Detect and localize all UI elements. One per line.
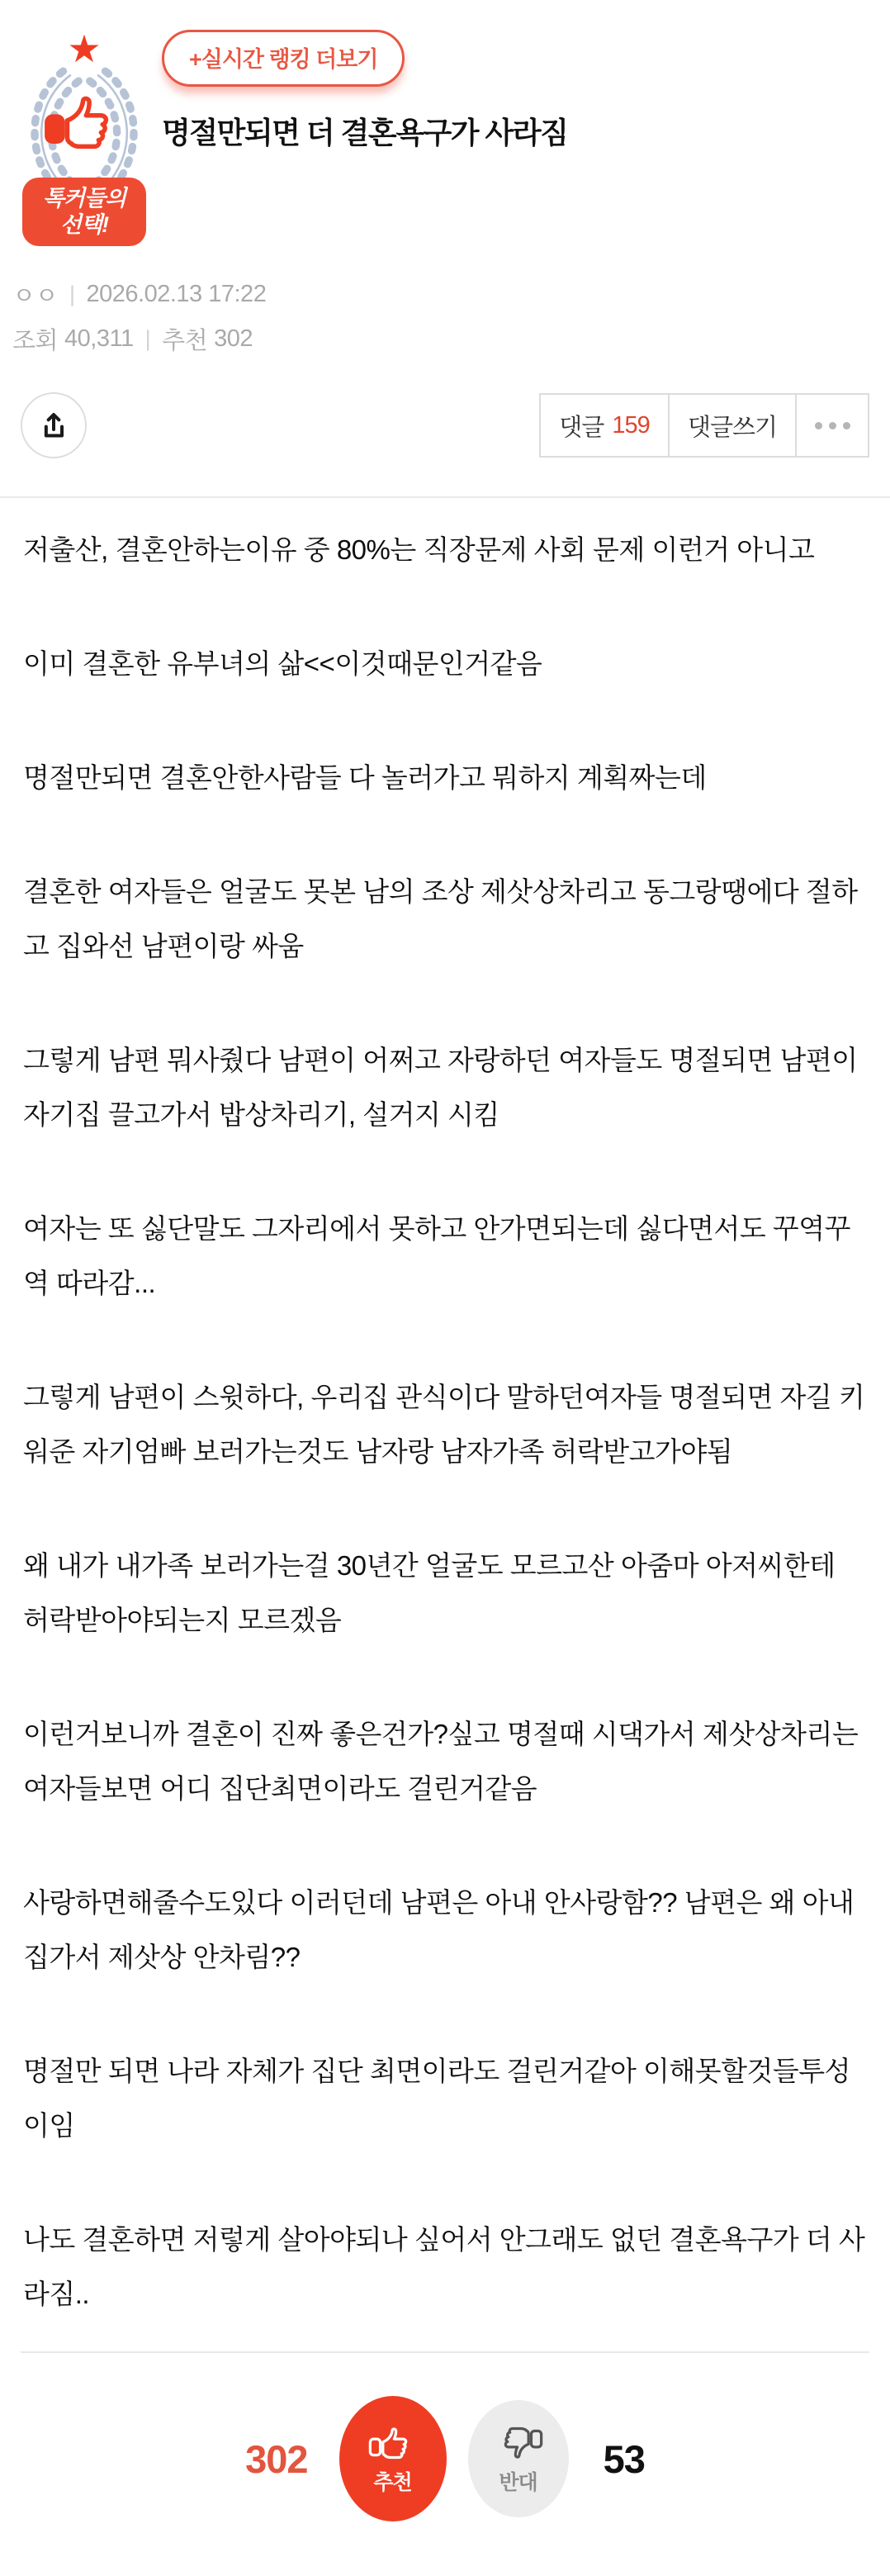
- more-options-button[interactable]: [795, 393, 869, 458]
- vote-section: [0, 2353, 890, 2576]
- post-body: [0, 498, 890, 2322]
- post-meta: [0, 278, 890, 356]
- meta-separator: |: [144, 326, 151, 351]
- post-paragraph: 그렇게 남편 뭐사줬다 남편이 어쩌고 자랑하던 여자들도 명절되면 남편이 자기집 끌고가서 밥상차리기, 설거지 시킴: [23, 1045, 858, 1130]
- upvote-label: 추천: [373, 2471, 412, 2494]
- realtime-ranking-button[interactable]: +실시간 랭킹 더보기: [162, 30, 405, 87]
- ribbon-label-line2: 선택!: [59, 212, 109, 237]
- toolbar-button-group: [539, 393, 869, 458]
- downvote-count: 53: [603, 2436, 645, 2481]
- comments-label: 댓글: [559, 414, 604, 441]
- talkers-choice-ribbon: [22, 178, 146, 246]
- post-paragraph: 사랑하면해줄수도있다 이러던데 남편은 아내 안사랑함?? 남편은 왜 아내 집가서 제삿상 안차림??: [23, 1887, 854, 1972]
- post-paragraph: 이런거보니까 결혼이 진짜 좋은건가?싶고 명절때 시댁가서 제삿상차리는 여자들보면 어디 집단최면이라도 걸린거같음: [23, 1719, 859, 1804]
- post-toolbar: [0, 392, 890, 458]
- comments-count: 159: [612, 411, 650, 439]
- post-paragraph: 결혼한 여자들은 얼굴도 못본 남의 조상 제삿상차리고 동그랑땡에다 절하고 집와선 남편이랑 싸움: [23, 876, 858, 961]
- write-comment-button[interactable]: 댓글쓰기: [668, 393, 797, 458]
- post-paragraph: 나도 결혼하면 저렇게 살아야되나 싶어서 안그래도 없던 결혼욕구가 더 사라짐..: [23, 2224, 865, 2309]
- thumbs-up-icon: [367, 2422, 419, 2465]
- share-icon: [37, 409, 70, 442]
- upvote-button[interactable]: [339, 2396, 447, 2521]
- post-paragraph: 그렇게 남편이 스윗하다, 우리집 관식이다 말하던여자들 명절되면 자길 키워준 자기엄빠 보러가는것도 남자랑 남자가족 허락받고가야됨: [23, 1382, 865, 1467]
- downvote-label: 반대: [499, 2471, 537, 2494]
- post-paragraph: 명절만되면 결혼안한사람들 다 놀러가고 뭐하지 계획짜는데: [23, 762, 707, 793]
- ribbon-label-line1: 톡커들의: [42, 186, 126, 211]
- dot-icon: [815, 422, 822, 429]
- views-label: 조회: [12, 328, 59, 354]
- post-header: [0, 0, 890, 248]
- likes-count: 302: [214, 325, 253, 352]
- comments-button[interactable]: [539, 393, 670, 458]
- post-paragraph: 저출산, 결혼안하는이유 중 80%는 직장문제 사회 문제 이런거 아니고: [23, 534, 815, 565]
- downvote-button[interactable]: [468, 2400, 569, 2517]
- post-paragraph: 여자는 또 싫단말도 그자리에서 못하고 안가면되는데 싫다면서도 꾸역꾸역 따라감...: [23, 1213, 851, 1298]
- share-button[interactable]: [21, 392, 87, 458]
- upvote-count: 302: [245, 2436, 308, 2481]
- post-paragraph: 왜 내가 내가족 보러가는걸 30년간 얼굴도 모르고산 아줌마 아저씨한테 허락받아야되는지 모르겠음: [23, 1550, 836, 1635]
- thumbs-down-icon: [493, 2422, 544, 2465]
- thumbs-up-icon: [41, 86, 127, 159]
- dot-icon: [829, 422, 836, 429]
- likes-label: 추천: [162, 328, 208, 354]
- header-right: [162, 30, 890, 151]
- meta-separator: |: [69, 282, 75, 306]
- dot-icon: [843, 422, 850, 429]
- views-count: 40,311: [64, 325, 134, 352]
- post-title: 명절만되면 더 결혼욕구가 사라짐: [162, 116, 568, 149]
- talkers-choice-badge: [10, 25, 159, 246]
- author-name: ㅇㅇ: [12, 283, 59, 310]
- star-icon: ★: [67, 27, 102, 70]
- post-paragraph: 명절만 되면 나라 자체가 집단 최면이라도 걸린거같아 이해못할것들투성이임: [23, 2056, 851, 2141]
- post-timestamp: 2026.02.13 17:22: [86, 281, 267, 307]
- post-paragraph: 이미 결혼한 유부녀의 삶<<이것때문인거같음: [23, 648, 542, 679]
